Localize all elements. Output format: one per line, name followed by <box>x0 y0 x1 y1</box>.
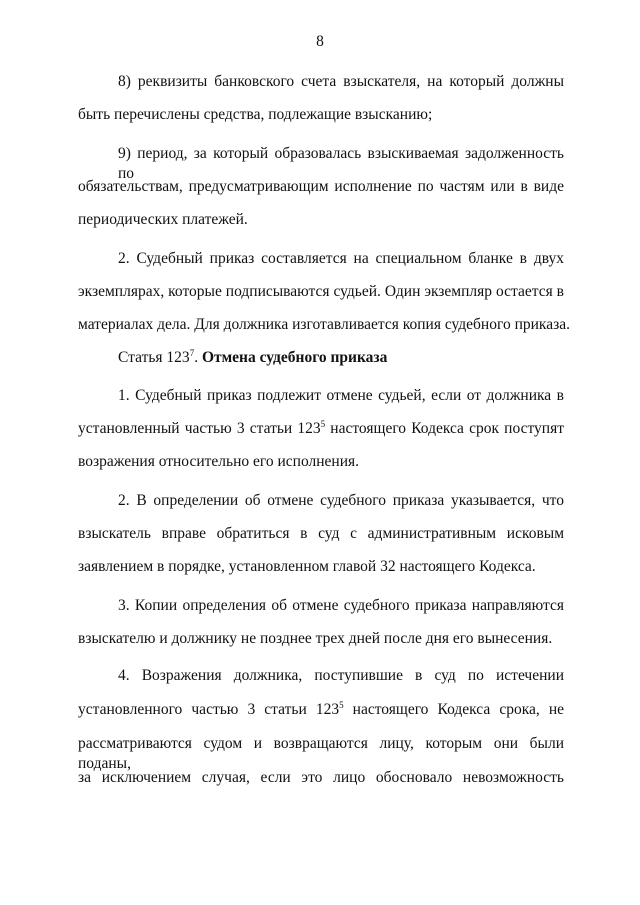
a4-line1: 4. Возражения должника, поступившие в суд по истечении <box>118 667 564 684</box>
item8-line2: быть перечислены средства, подлежащие взысканию; <box>78 106 433 123</box>
item9-line1: 9) период, за который образовалась взыскиваемая задолженность по <box>118 145 564 182</box>
article-heading <box>118 348 564 368</box>
a1-line2-superscript: 5 <box>320 418 326 429</box>
a4-line2-superscript: 5 <box>339 699 344 710</box>
article-title: Отмена судебного приказа <box>201 349 388 366</box>
a2-line3: заявлением в порядке, установленном главой 32 настоящего Кодекса. <box>78 558 536 575</box>
a4-line2 <box>78 700 564 720</box>
para2-line2: экземплярах, которые подписываются судьей. Один экземпляр остается в <box>78 283 564 300</box>
para2-line3: материалах дела. Для должника изготавливается копия судебного приказа. <box>78 316 570 333</box>
a4-line3: рассматриваются судом и возвращаются лицу, которым они были поданы, <box>78 735 564 772</box>
a4-line4: за исключением случая, если это лицо обосновало невозможность <box>78 769 564 786</box>
item9-line2: обязательствам, предусматривающим исполнение по частям или в виде <box>78 178 564 195</box>
a1-line2-pre: установленный частью 3 статьи 123 <box>78 420 321 437</box>
a1-line1: 1. Судебный приказ подлежит отмене судьей, если от должника в <box>118 387 564 404</box>
a4-line2-pre: установленного частью 3 статьи 123 <box>78 701 340 718</box>
item9-line3: периодических платежей. <box>78 211 248 228</box>
a2-line2: взыскатель вправе обратиться в суд с административным исковым <box>78 525 564 542</box>
a3-line1: 3. Копии определения об отмене судебного приказа направляются <box>118 597 564 614</box>
article-number: Статья 123 <box>118 349 190 366</box>
item8-line1: 8) реквизиты банковского счета взыскателя, на который должны <box>118 73 564 90</box>
para2-line1: 2. Судебный приказ составляется на специальном бланке в двух <box>118 250 564 267</box>
a4-line2-post: настоящего Кодекса срока, не <box>343 701 565 718</box>
a3-line2: взыскателю и должнику не позднее трех дней после дня его вынесения. <box>78 630 553 647</box>
article-dot: . <box>194 349 202 366</box>
article-number-superscript: 7 <box>189 347 195 358</box>
a1-line3: возражения относительно его исполнения. <box>78 453 359 470</box>
page-number: 8 <box>316 33 324 50</box>
a1-line2-post: настоящего Кодекса срок поступят <box>325 420 564 437</box>
a1-line2 <box>78 419 564 439</box>
a2-line1: 2. В определении об отмене судебного приказа указывается, что <box>118 492 564 509</box>
